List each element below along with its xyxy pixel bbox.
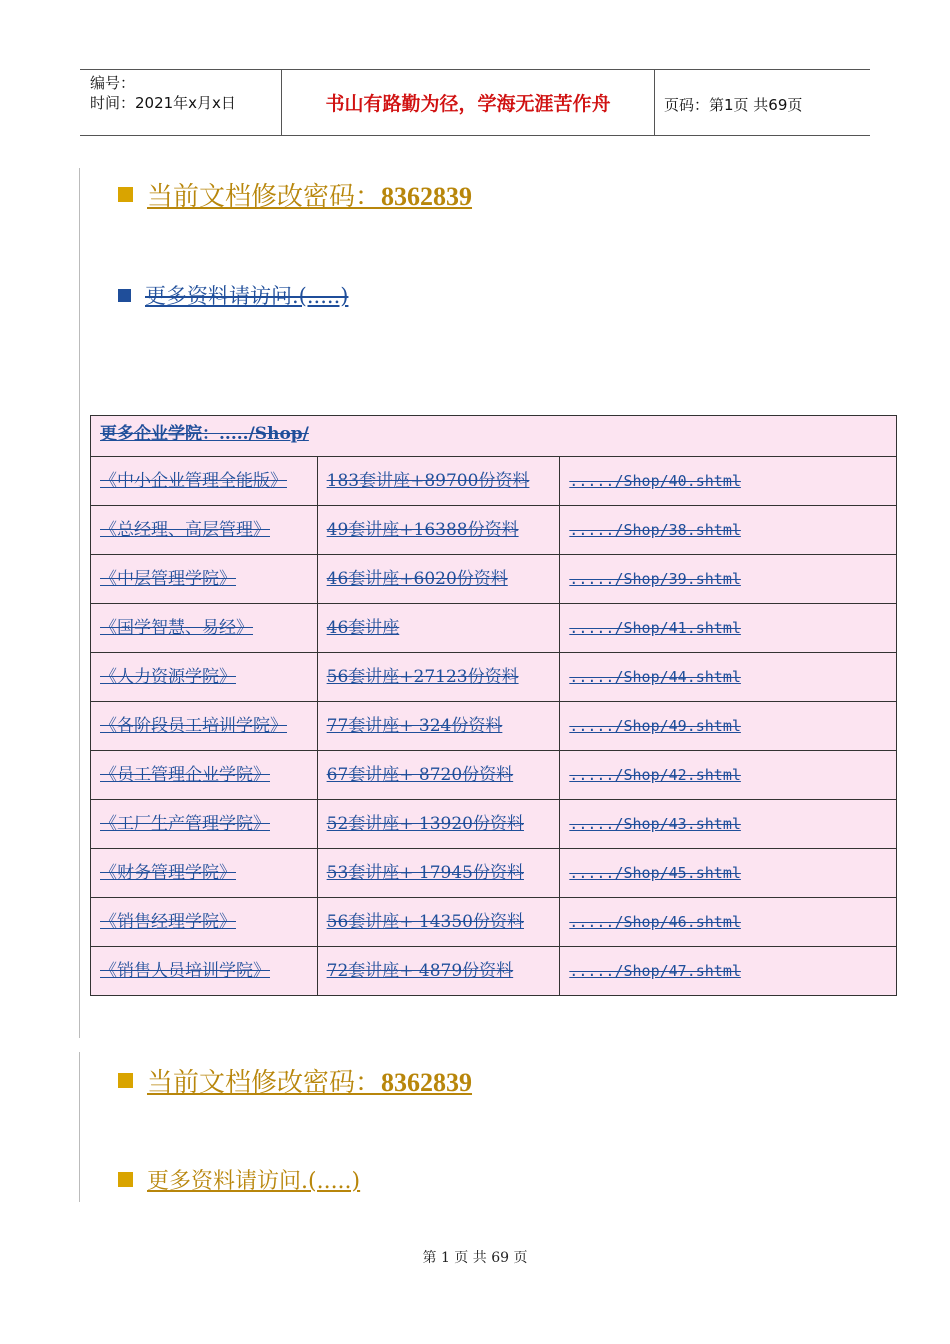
table-header-cell [91,416,897,457]
table-cell [317,506,560,555]
course-name-link[interactable]: 《国学智慧、易经》 [100,618,253,638]
course-name-link[interactable]: 《销售人员培训学院》 [100,961,270,981]
table-cell [560,457,897,506]
square-bullet-icon [118,187,133,202]
course-desc-link[interactable]: 46套讲座 [326,618,400,638]
course-url-link[interactable]: ...../Shop/49.shtml [569,717,741,735]
table-cell [560,506,897,555]
course-url-link[interactable]: ...../Shop/39.shtml [569,570,741,588]
table-cell [560,653,897,702]
margin-bar [79,168,80,1038]
course-desc-link[interactable]: 56套讲座+ 14350份资料 [326,912,524,932]
course-desc-link[interactable]: 56套讲座+27123份资料 [326,667,519,687]
table-cell [91,849,318,898]
serial-number-label: 编号： [90,74,136,92]
table-cell [317,653,560,702]
course-desc-link[interactable]: 52套讲座+ 13920份资料 [326,814,524,834]
course-url-link[interactable]: ...../Shop/40.shtml [569,472,741,490]
table-row [91,898,897,947]
course-name-link[interactable]: 《人力资源学院》 [100,667,236,687]
table-row [91,555,897,604]
course-url-link[interactable]: ...../Shop/41.shtml [569,619,741,637]
table-cell [91,555,318,604]
more-info-link[interactable]: 更多资料请访问.(.....) [147,1169,361,1194]
course-desc-link[interactable]: 77套讲座+ 324份资料 [326,716,503,736]
course-name-link[interactable]: 《销售经理学院》 [100,912,236,932]
table-row [91,751,897,800]
table-cell [560,898,897,947]
table-cell [91,604,318,653]
table-cell [91,653,318,702]
table-cell [560,800,897,849]
table-cell [317,800,560,849]
table-cell [560,555,897,604]
header-bottom-rule [80,135,870,136]
table-row [91,457,897,506]
table-row [91,947,897,996]
table-cell [560,849,897,898]
table-cell [317,555,560,604]
table-cell [317,849,560,898]
table-row [91,506,897,555]
diamond-bullet-icon [118,289,131,302]
shop-link[interactable]: 更多企业学院：...../Shop/ [100,424,309,444]
password-text: 当前文档修改密码：8362839 [147,182,473,212]
square-bullet-icon [118,1172,133,1187]
course-url-link[interactable]: ...../Shop/43.shtml [569,815,741,833]
table-cell [560,751,897,800]
more-info-link[interactable]: 更多资料请访问.(.....) [145,284,349,308]
table-cell [317,702,560,751]
password-text: 当前文档修改密码：8362839 [147,1068,473,1098]
table-cell [91,751,318,800]
table-row [91,653,897,702]
course-desc-link[interactable]: 183套讲座+89700份资料 [326,471,530,491]
table-cell [560,604,897,653]
course-url-link[interactable]: ...../Shop/47.shtml [569,962,741,980]
table-cell [560,702,897,751]
course-name-link[interactable]: 《工厂生产管理学院》 [100,814,270,834]
header-page-info: 页码：第1页 共69页 [664,96,803,114]
header-divider [654,69,655,135]
more-info-line [118,1164,360,1195]
course-desc-link[interactable]: 46套讲座+6020份资料 [326,569,508,589]
date-label: 时间：2021年x月x日 [90,94,236,112]
table-row [91,604,897,653]
course-url-link[interactable]: ...../Shop/42.shtml [569,766,741,784]
course-name-link[interactable]: 《中层管理学院》 [100,569,236,589]
page-footer: 第 1 页 共 69 页 [422,1250,528,1266]
header-top-rule [80,69,870,70]
table-header-row [91,416,897,457]
course-desc-link[interactable]: 53套讲座+ 17945份资料 [326,863,524,883]
password-value: 8362839 [381,182,473,211]
course-name-link[interactable]: 《中小企业管理全能版》 [100,471,287,491]
table-cell [560,947,897,996]
course-url-link[interactable]: ...../Shop/38.shtml [569,521,741,539]
course-name-link[interactable]: 《员工管理企业学院》 [100,765,270,785]
table-cell [317,898,560,947]
course-desc-link[interactable]: 72套讲座+ 4879份资料 [326,961,514,981]
table-cell [317,947,560,996]
course-name-link[interactable]: 《财务管理学院》 [100,863,236,883]
table-cell [317,751,560,800]
table-cell [91,506,318,555]
table-cell [91,457,318,506]
table-cell [91,947,318,996]
course-table [90,415,897,996]
table-cell [317,604,560,653]
table-cell [91,898,318,947]
more-info-line [118,280,348,310]
course-name-link[interactable]: 《各阶段员工培训学院》 [100,716,287,736]
table-row [91,702,897,751]
password-value: 8362839 [381,1068,473,1097]
table-row [91,800,897,849]
password-line [118,176,472,213]
square-bullet-icon [118,1073,133,1088]
table-row [91,849,897,898]
table-cell [91,702,318,751]
password-line [118,1062,472,1099]
course-name-link[interactable]: 《总经理、高层管理》 [100,520,270,540]
header-motto: 书山有路勤为径，学海无涯苦作舟 [325,93,611,115]
table-cell [91,800,318,849]
course-url-link[interactable]: ...../Shop/45.shtml [569,864,741,882]
course-url-link[interactable]: ...../Shop/46.shtml [569,913,741,931]
course-desc-link[interactable]: 49套讲座+16388份资料 [326,520,519,540]
margin-bar [79,1052,80,1202]
table-cell [317,457,560,506]
course-desc-link[interactable]: 67套讲座+ 8720份资料 [326,765,514,785]
course-url-link[interactable]: ...../Shop/44.shtml [569,668,741,686]
